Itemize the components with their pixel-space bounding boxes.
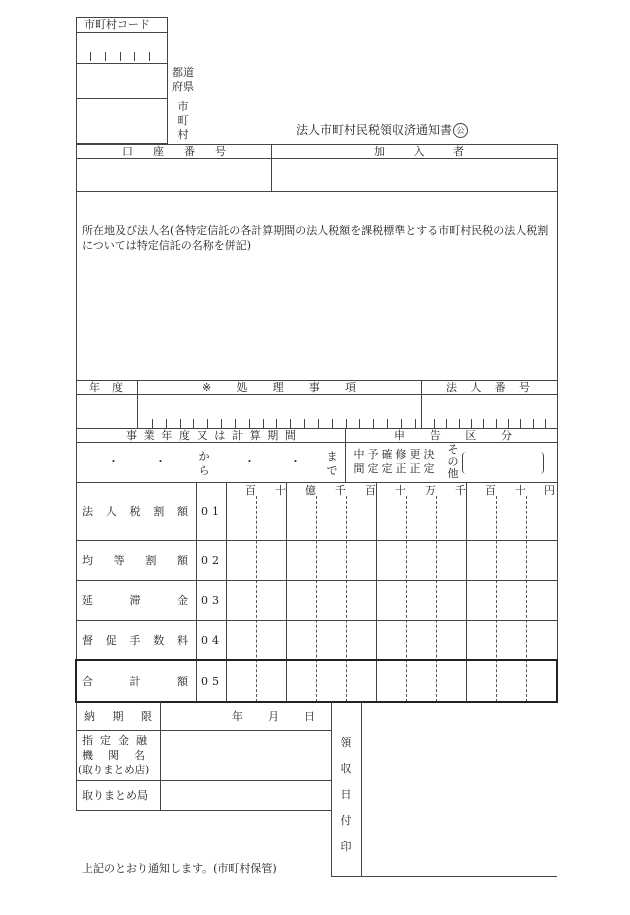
filing-type-interim[interactable]: 中間 [353,448,365,475]
filing-type-other-label: その他 [447,443,459,480]
filing-type-amended[interactable]: 修正 [395,448,407,475]
unit-label: 千 [335,484,346,497]
address-name-label: 所在地及び法人名(各特定信託の各計算期間の法人税額を課税標準とする市町村民税の法人税割については特定信託の名称を併記) [82,224,549,252]
unit-label: 円 [544,484,555,497]
prefecture-label: 都道府県 [172,66,194,93]
unit-label: 百 [365,484,376,497]
filing-type-final[interactable]: 確定 [381,448,393,475]
unit-label: 百 [485,484,496,497]
footer-note: 上記のとおり通知します。(市町村保管) [82,862,277,875]
receipt-stamp-area[interactable] [362,703,556,875]
account-number-field[interactable] [77,159,271,191]
public-mark-icon: 公 [453,123,468,138]
municipality-code-box [76,17,168,144]
table-row: 合 計 額 [82,675,188,688]
payment-deadline-label: 納 期 限 [84,710,152,723]
municipality-code-input[interactable] [90,52,150,61]
total-amount-field[interactable] [227,662,556,700]
filing-type-determined[interactable]: 決定 [423,448,435,475]
filing-type-corrected[interactable]: 更正 [409,448,421,475]
filing-type-scheduled[interactable]: 予定 [367,448,379,475]
designated-bank-label-line3: (取りまとめ店) [78,764,150,776]
unit-label: 十 [395,484,406,497]
to-label: まで [326,450,338,477]
period-from-dot-2: ・ [155,455,166,468]
filing-type-options[interactable] [352,448,436,476]
municipality-code-label: 市町村コード [84,18,150,31]
row-code: 03 [201,594,223,607]
late-fee-amount-field[interactable] [227,581,556,619]
subscriber-field[interactable] [272,159,556,191]
table-row: 延 滞 金 [82,594,188,607]
filing-type-other-field[interactable] [462,452,544,474]
period-to-dot-1: ・ [244,455,255,468]
corporate-number-input[interactable] [434,419,546,428]
deadline-month-unit: 月 [268,710,279,723]
corporate-number-label: 法 人 番 号 [446,381,530,394]
per-capita-amount-field[interactable] [227,541,556,579]
unit-label: 億 [305,484,316,497]
address-name-field[interactable] [77,262,556,379]
year-label: 年 度 [89,381,123,394]
page-title: 法人市町村民税領収済通知書 公 [296,123,468,138]
filing-type-label: 申 告 区 分 [394,429,512,442]
subscriber-label: 加 入 者 [374,145,464,158]
receipt-date-stamp-label: 領収日付印 [340,736,352,853]
unit-label: 百 [245,484,256,497]
collecting-office-label: 取りまとめ局 [82,789,148,802]
unit-label: 万 [425,484,436,497]
business-period-label: 事 業 年 度 又 は 計 算 期 間 [126,429,296,442]
unit-label: 千 [455,484,466,497]
corporate-tax-amount-field[interactable] [227,497,556,539]
collecting-office-field[interactable] [161,781,330,809]
processing-items-label: ※ 処 理 事 項 [202,381,356,394]
row-code: 01 [201,505,223,518]
deadline-year-unit: 年 [232,710,243,723]
designated-bank-label-line2: 機関名 [82,749,160,762]
deadline-day-unit: 日 [304,710,315,723]
table-row: 均 等 割 額 [82,554,188,567]
unit-label: 十 [515,484,526,497]
table-row: 督 促 手 数 料 [82,634,188,647]
table-row: 法 人 税 割 額 [82,505,188,518]
designated-bank-label-line1: 指定金融 [82,734,154,747]
reminder-fee-amount-field[interactable] [227,621,556,659]
period-from-dot-1: ・ [108,455,119,468]
row-code: 02 [201,554,223,567]
from-label: から [198,450,210,477]
period-to-dot-2: ・ [290,455,301,468]
designated-bank-field[interactable] [161,731,330,779]
municipality-label: 市町村 [177,100,189,141]
row-code: 04 [201,634,223,647]
account-number-label: 口 座 番 号 [122,145,226,158]
unit-label: 十 [275,484,286,497]
row-code: 05 [201,675,223,688]
processing-items-input[interactable] [152,419,416,428]
